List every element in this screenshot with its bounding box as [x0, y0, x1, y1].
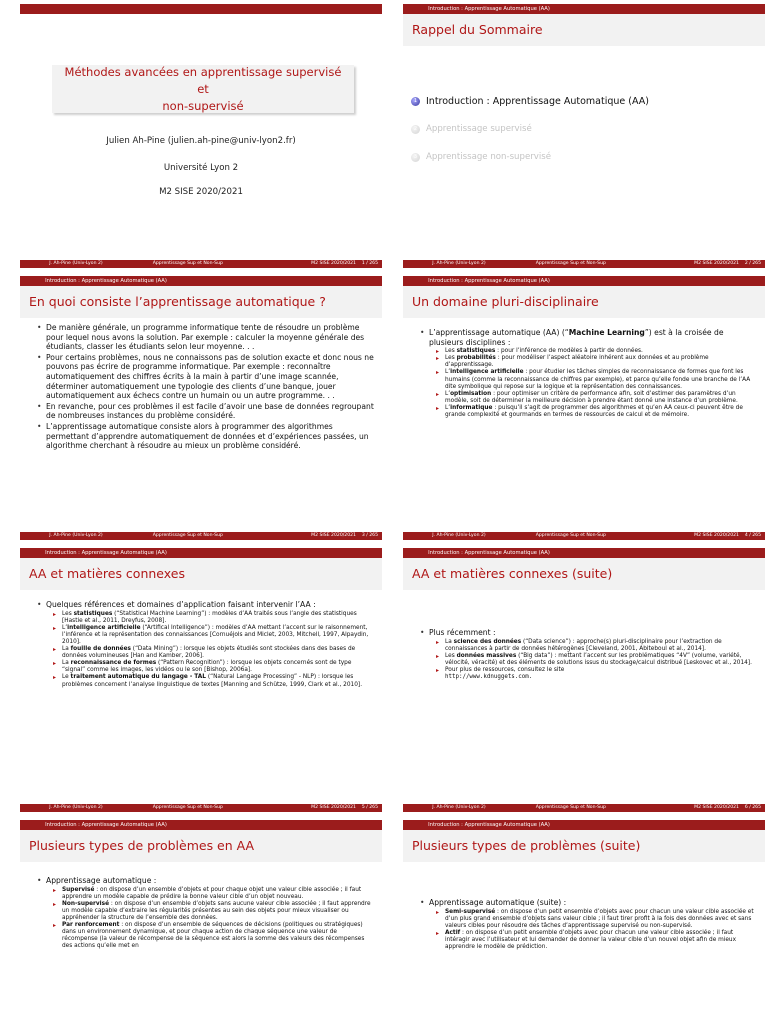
slide-footer — [20, 260, 382, 268]
slide-body — [415, 328, 757, 530]
slide-titlebar — [403, 558, 765, 590]
slide-title: AA et matières connexes (suite) — [412, 566, 613, 581]
outline-item-3[interactable] — [411, 152, 551, 162]
sub-bullet: ▸ Pour plus de ressources, consultez le site http://www.kdnuggets.com. — [445, 667, 757, 681]
sub-bullet: ▸ Les statistiques (“Statistical Machine Learning”) : modèles d’AA traités sous l’angle des statistiques [Hastie et al., 2011, Dreyfus, 2008]. — [62, 611, 374, 625]
slide-title: AA et matières connexes — [29, 566, 185, 581]
sub-bullet: ▸ Actif : on dispose d’un petit ensemble d’objets avec pour chacun une valeur cible associée ; il faut intéragir avec l’utilisateur et lui demander de donner la valeur cible d’un nouvel objet afin de mieux apprendre le modèle de prédiction. — [445, 930, 757, 951]
page-number: 1 / 265 — [361, 261, 378, 266]
presentation-title — [58, 64, 348, 115]
footer-course: Apprentissage Sup et Non-Sup — [152, 533, 223, 538]
sub-bullet: ▸ Non-supervisé : on dispose d’un ensemble d’objets sans aucune valeur cible associée ; il faut apprendre un modèle capable d’extraire les régularités présentes au sein des objets pour mieux visualiser ou appréhender la structure de l’ensemble des données. — [62, 901, 374, 922]
program-line: M2 SISE 2020/2021 — [159, 187, 243, 197]
page-number: 3 / 265 — [361, 533, 378, 538]
sub-bullet: ▸ L’optimisation : pour optimiser un critère de performance afin, soit d’estimer des paramètres d’un modèle, soit de déterminer la meilleure décision à prendre étant donné une instance d’un problème. — [445, 391, 757, 405]
footer-program: M2 SISE 2020/2021 6 / 265 — [694, 805, 761, 810]
slide-titlebar — [403, 830, 765, 862]
slide-footer — [403, 804, 765, 812]
footer-author: J. Ah-Pine (Univ-Lyon 2) — [49, 261, 103, 266]
slide-footer — [20, 804, 382, 812]
breadcrumb: Introduction : Apprentissage Automatique (AA) — [428, 550, 550, 556]
title-box — [52, 65, 354, 113]
slide-titlebar — [20, 830, 382, 862]
slide-body — [415, 898, 757, 1024]
breadcrumb: Introduction : Apprentissage Automatique (AA) — [45, 550, 167, 556]
footer-course: Apprentissage Sup et Non-Sup — [152, 261, 223, 266]
bullet: • De manière générale, un programme informatique tente de résoudre un problème pour lequel nous avons la solution. Par exemple : calculer la moyenne générale des étudiants, classer les étudiants selon leur moyenne. . . — [46, 323, 374, 352]
slide-body — [32, 323, 374, 530]
section-number-icon: 1 — [411, 97, 420, 106]
slide-header-bar — [403, 276, 765, 286]
page-number: 5 / 265 — [361, 805, 378, 810]
page-number: 6 / 265 — [744, 805, 761, 810]
sub-bullet: ▸ L’informatique : puisqu’il s’agit de programmer des algorithmes et qu’en AA ceux-ci peuvent être de grande complexité et gourmands en termes de ressources de calcul et de mémoire. — [445, 405, 757, 419]
bullet: • Pour certains problèmes, nous ne connaissons pas de solution exacte et donc nous ne pouvons pas écrire de programme informatique. Par exemple : reconnaître automatiquement des chiffres écrits à la main à partir d’une image scannée, déterminer automatiquement une typologie des clients d’une banque, jouer automatiquement aux échecs contre un humain ou un autre programme. . . — [46, 353, 374, 401]
outline-item-1[interactable] — [411, 96, 649, 107]
footer-program: M2 SISE 2020/2021 4 / 265 — [694, 533, 761, 538]
footer-program: M2 SISE 2020/2021 3 / 265 — [311, 533, 378, 538]
slide-header-bar — [403, 548, 765, 558]
slide-title: En quoi consiste l’apprentissage automatique ? — [29, 294, 326, 309]
footer-author: J. Ah-Pine (Univ-Lyon 2) — [49, 805, 103, 810]
outline-item-label: Apprentissage supervisé — [426, 124, 532, 134]
slide-footer — [403, 260, 765, 268]
slide-body — [415, 628, 757, 802]
sub-bullet: ▸ La science des données (“Data science”) : approche(s) pluri-disciplinaire pour l’extraction de connaissances à partir de données hétérogènes [Cleveland, 2001, Abiteboul et al., 2014]. — [445, 639, 757, 653]
slide-title: Plusieurs types de problèmes (suite) — [412, 838, 641, 853]
slide-body — [32, 876, 374, 1024]
sub-bullet: ▸ Par renforcement : on dispose d’un ensemble de séquences de décisions (politiques ou stratégiques) dans un environnement dynamique, et pour chaque action de chaque séquence une valeur de récompense (la valeur de récompense de la séquence est alors la somme des valeurs des récompenses des actions qu’elle met en — [62, 922, 374, 950]
breadcrumb: Introduction : Apprentissage Automatique (AA) — [428, 822, 550, 828]
slide-header-bar — [20, 4, 382, 14]
slide-problem-types-cont — [403, 820, 765, 1024]
slide-titlebar — [20, 286, 382, 318]
sub-bullet: ▸ Les statistiques : pour l’inférence de modèles à partir de données. — [445, 348, 757, 355]
sub-bullet: ▸ Les probabilités : pour modéliser l’aspect aléatoire inhérent aux données et au problème d’apprentissage. — [445, 355, 757, 369]
bullet: • Quelques références et domaines d’application faisant intervenir l’AA : ▸ Les statistiques (“Statistical Machine Learning”) : modèles d’AA traités sous l’angle des statistiques [Hastie et al., 2011, Dreyfus, 2008]. ▸ L’intelligence artificielle (“Artifical Intelligence”) : modèles d’AA mettant l’accent sur le raisonnement, l’inférence et la représentation des connaissances [Cornuéjols and Miclet, 2003, Mitchell, 1997, Alpaydin, 2010]. ▸ La fouille de données (“Data Mining”) : lorsque les objets étudiés sont stockées dans des bases de données volumineuses [Han and Kamber, 2006]. ▸ La reconnaissance de formes (“Pattern Recognition”) : lorsque les objets concernés sont de type “signal” comme les images, les vidéos ou le son [Bishop, 2006a]. ▸ Le traitement automatique du langage - TAL (“Natural Langage Processing” - NLP) : lorsque les problèmes concernent l’analyse linguistique de textes [Manning and Schütze, 1999, Clark et al., 2010]. — [46, 600, 374, 689]
outline-item-label: Introduction : Apprentissage Automatique (AA) — [426, 96, 649, 107]
outline-item-label: Apprentissage non-supervisé — [426, 152, 552, 162]
author-line: Julien Ah-Pine (julien.ah-pine@univ-lyon2.fr) — [106, 136, 296, 146]
sub-bullet: ▸ La fouille de données (“Data Mining”) : lorsque les objets étudiés sont stockées dans des bases de données volumineuses [Han and Kamber, 2006]. — [62, 646, 374, 660]
breadcrumb: Introduction : Apprentissage Automatique (AA) — [45, 278, 167, 284]
footer-course: Apprentissage Sup et Non-Sup — [152, 805, 223, 810]
slide-titlebar — [403, 14, 765, 46]
bullet: • L’apprentissage automatique consiste alors à programmer des algorithmes permettant d’apprendre automatiquement de données et d’expériences passées, un algorithme cherchant à résoudre au mieux un problème considéré. — [46, 422, 374, 451]
institution-line: Université Lyon 2 — [163, 163, 239, 173]
sub-bullet: ▸ La reconnaissance de formes (“Pattern Recognition”) : lorsque les objets concernés sont de type “signal” comme les images, les vidéos ou le son [Bishop, 2006a]. — [62, 660, 374, 674]
outline-item-2[interactable] — [411, 124, 532, 134]
slide-body — [32, 600, 374, 802]
breadcrumb: Introduction : Apprentissage Automatique (AA) — [428, 278, 550, 284]
slide-related-fields — [20, 548, 382, 812]
slide-footer — [20, 532, 382, 540]
bullet: • Plus récemment : ▸ La science des données (“Data science”) : approche(s) pluri-disciplinaire pour l’extraction de connaissances à partir de données hétérogènes [Cleveland, 2001, Abiteboul et al., 2014]. ▸ Les données massives (“Big data”) : mettant l’accent sur les problématiques “4V” (volume, variété, vélocité, véracité) et des éléments de solutions issus du stockage/calcul distribué [Leskovec et al., 2014]. ▸ Pour plus de ressources, consultez le site http://www.kdnuggets.com. — [429, 628, 757, 681]
footer-author: J. Ah-Pine (Univ-Lyon 2) — [432, 261, 486, 266]
slide-related-fields-cont — [403, 548, 765, 812]
sub-bullet: ▸ Le traitement automatique du langage - TAL (“Natural Langage Processing” - NLP) : lorsque les problèmes concernent l’analyse linguistique de textes [Manning and Schütze, 1999, Clark et al., 2010]. — [62, 674, 374, 688]
footer-program: M2 SISE 2020/2021 2 / 265 — [694, 261, 761, 266]
footer-author: J. Ah-Pine (Univ-Lyon 2) — [49, 533, 103, 538]
title-line-1: Méthodes avancées en apprentissage supervisé et — [64, 64, 342, 96]
slide-title: Plusieurs types de problèmes en AA — [29, 838, 255, 853]
sub-bullet: ▸ L’intelligence artificielle (“Artifical Intelligence”) : modèles d’AA mettant l’accent sur le raisonnement, l’inférence et la représentation des connaissances [Cornuéjols and Miclet, 2003, Mitchell, 1997, Alpaydin, 2010]. — [62, 625, 374, 646]
slide-footer — [403, 532, 765, 540]
section-number-icon: 2 — [411, 125, 420, 134]
footer-program: M2 SISE 2020/2021 1 / 265 — [311, 261, 378, 266]
footer-author: J. Ah-Pine (Univ-Lyon 2) — [432, 533, 486, 538]
slide-titlebar — [20, 558, 382, 590]
slide-title: Rappel du Sommaire — [412, 22, 543, 37]
resource-link[interactable]: http://www.kdnuggets.com. — [445, 674, 533, 681]
slide-title: Un domaine pluri-disciplinaire — [412, 294, 599, 309]
slide-disciplines — [403, 276, 765, 540]
slide-title — [20, 4, 382, 268]
sub-bullet: ▸ Supervisé : on dispose d’un ensemble d’objets et pour chaque objet une valeur cible associée ; il faut apprendre un modèle capable de prédire la bonne valeur cible d’un objet nouveau. — [62, 887, 374, 901]
title-line-2: non-supervisé — [162, 98, 244, 113]
slide-titlebar — [403, 286, 765, 318]
footer-course: Apprentissage Sup et Non-Sup — [535, 533, 606, 538]
slide-what-is-ml — [20, 276, 382, 540]
footer-course: Apprentissage Sup et Non-Sup — [535, 805, 606, 810]
bullet: • Apprentissage automatique : ▸ Supervisé : on dispose d’un ensemble d’objets et pour chaque objet une valeur cible associée ; il faut apprendre un modèle capable de prédire la bonne valeur cible d’un objet nouveau. ▸ Non-supervisé : on dispose d’un ensemble d’objets sans aucune valeur cible associée ; il faut apprendre un modèle capable d’extraire les régularités présentes au sein des objets pour mieux visualiser ou appréhender la structure de l’ensemble des données. ▸ Par renforcement : on dispose d’un ensemble de séquences de décisions (politiques ou stratégiques) dans un environnement dynamique, et pour chaque action de chaque séquence une valeur de récompense (la valeur de récompense de la séquence est alors la somme des valeurs des récompenses des actions qu’elle met en — [46, 876, 374, 950]
slide-outline — [403, 4, 765, 268]
footer-author: J. Ah-Pine (Univ-Lyon 2) — [432, 805, 486, 810]
slide-problem-types — [20, 820, 382, 1024]
bullet: • Apprentissage automatique (suite) : ▸ Semi-supervisé : on dispose d’un petit ensemble d’objets avec pour chacun une valeur cible associée et d’un plus grand ensemble d’objets sans valeur cible ; il faut tirer profit à la fois des données avec et sans valeurs cibles pour résoudre des tâches d’apprentissage supervisé ou non-supervisé. ▸ Actif : on dispose d’un petit ensemble d’objets avec pour chacun une valeur cible associée ; il faut intéragir avec l’utilisateur et lui demander de donner la valeur cible d’un nouvel objet afin de mieux apprendre le modèle de prédiction. — [429, 898, 757, 951]
sub-bullet: ▸ L’intelligence artificielle : pour étudier les tâches simples de reconnaissance de formes que font les humains (comme la reconnaissance de chiffres par exemple), et parce qu’elle fonde une branche de l’AA dite symbolique qui repose sur la logique et la représentation des connaissances. — [445, 369, 757, 390]
bullet: • En revanche, pour ces problèmes il est facile d’avoir une base de données regroupant de nombreuses instances du problème considéré. — [46, 402, 374, 421]
slide-header-bar — [20, 276, 382, 286]
breadcrumb: Introduction : Apprentissage Automatique (AA) — [428, 6, 550, 12]
page-number: 2 / 265 — [744, 261, 761, 266]
slide-header-bar — [20, 548, 382, 558]
sub-bullet: ▸ Les données massives (“Big data”) : mettant l’accent sur les problématiques “4V” (volume, variété, vélocité, véracité) et des éléments de solutions issus du stockage/calcul distribué [Leskovec et al., 2014]. — [445, 653, 757, 667]
section-number-icon: 3 — [411, 153, 420, 162]
breadcrumb: Introduction : Apprentissage Automatique (AA) — [45, 822, 167, 828]
slide-header-bar — [403, 4, 765, 14]
bullet: • L’apprentissage automatique (AA) (“Machine Learning”) est à la croisée de plusieurs disciplines : ▸ Les statistiques : pour l’inférence de modèles à partir de données. ▸ Les probabilités : pour modéliser l’aspect aléatoire inhérent aux données et au problème d’apprentissage. ▸ L’intelligence artificielle : pour étudier les tâches simples de reconnaissance de formes que font les humains (comme la reconnaissance de chiffres par exemple), et parce qu’elle fonde une branche de l’AA dite symbolique qui repose sur la logique et la représentation des connaissances. ▸ L’optimisation : pour optimiser un critère de performance afin, soit d’estimer des paramètres d’un modèle, soit de déterminer la meilleure décision à prendre étant donné une instance d’un problème. ▸ L’informatique : puisqu’il s’agit de programmer des algorithmes et qu’en AA ceux-ci peuvent être de grande complexité et gourmands en termes de ressources de calcul et de mémoire. — [429, 328, 757, 419]
sub-bullet: ▸ Semi-supervisé : on dispose d’un petit ensemble d’objets avec pour chacun une valeur cible associée et d’un plus grand ensemble d’objets sans valeur cible ; il faut tirer profit à la fois des données avec et sans valeurs cibles pour résoudre des tâches d’apprentissage supervisé ou non-supervisé. — [445, 909, 757, 930]
slide-header-bar — [20, 820, 382, 830]
footer-course: Apprentissage Sup et Non-Sup — [535, 261, 606, 266]
slide-header-bar — [403, 820, 765, 830]
page-number: 4 / 265 — [744, 533, 761, 538]
footer-program: M2 SISE 2020/2021 5 / 265 — [311, 805, 378, 810]
